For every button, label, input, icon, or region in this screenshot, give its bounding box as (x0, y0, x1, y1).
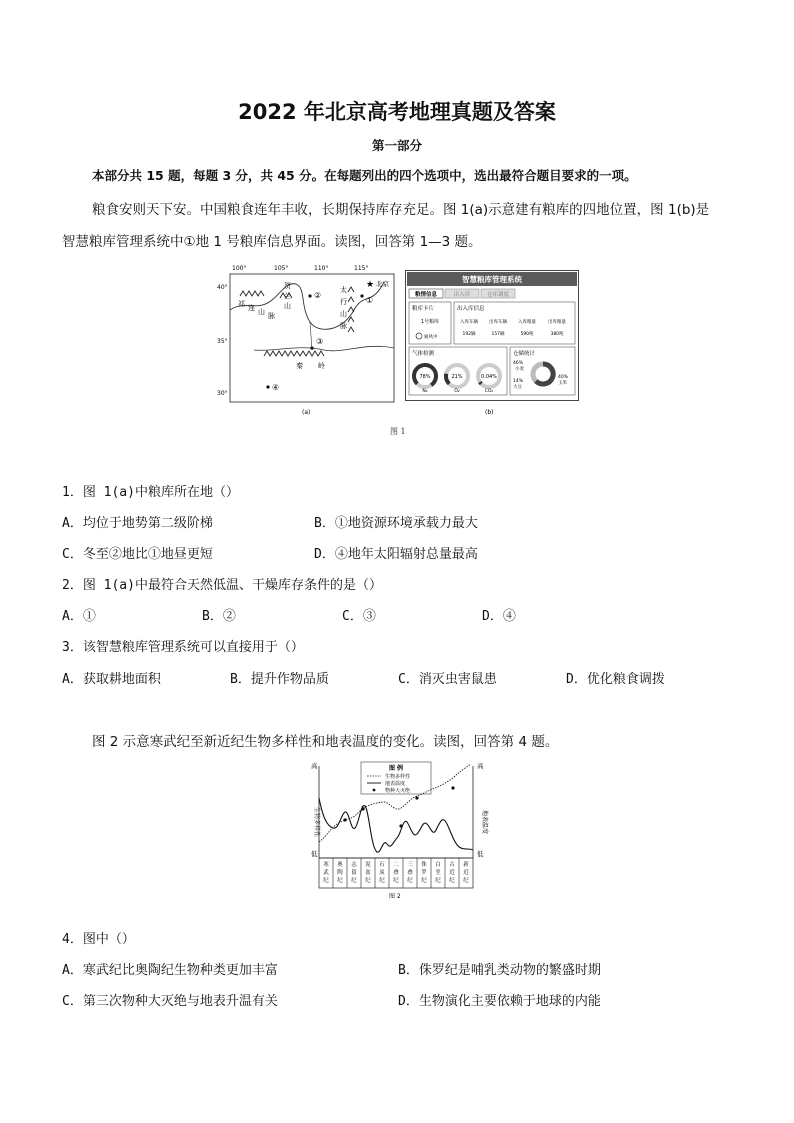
gauge-value: 78% (419, 374, 431, 380)
storage-value: 40% (558, 375, 569, 380)
period-label: 二叠纪 (393, 862, 399, 884)
q1-stem: 1．图 1(a)中粮库所在地（） (62, 485, 239, 500)
q3-stem: 3．该智慧粮库管理系统可以直接用于（） (62, 640, 304, 655)
mountain-range (348, 287, 354, 332)
figure-1b-caption: (b) (485, 409, 494, 416)
q2-option-d: D．④ (482, 609, 516, 624)
lon-label: 115° (354, 265, 369, 272)
q3-option-d: D．优化粮食调拨 (566, 672, 665, 687)
site-marker (360, 294, 363, 297)
gauge-value: 0.04% (481, 374, 497, 380)
beijing-label: 北京 (376, 280, 389, 288)
lon-label: 105° (274, 265, 289, 272)
q3-option-c: C．消灭虫害鼠患 (398, 672, 497, 687)
extinction-dot (361, 807, 364, 810)
period-label: 新近纪 (463, 862, 469, 884)
storage-name: 小麦 (515, 367, 524, 372)
flow-title: 出入库信息 (457, 306, 485, 312)
lon-label: 100° (232, 265, 247, 272)
mountain-range (264, 351, 324, 356)
q1-option-d: D．④地年太阳辐射总量最高 (314, 547, 478, 562)
site-label: ① (366, 296, 374, 305)
lon-label: 110° (314, 265, 329, 272)
q3-option-a: A．获取耕地面积 (62, 672, 161, 687)
period-label: 白垩纪 (435, 862, 441, 884)
storage-value: 46% (513, 361, 524, 366)
range-label: 连 (248, 304, 255, 312)
period-label: 奥陶纪 (337, 862, 343, 884)
ylabel-left: 生物多样性 (313, 806, 320, 838)
period-row (319, 858, 473, 888)
card-name: 1号粮库 (420, 319, 440, 325)
period-label: 古近纪 (449, 862, 455, 884)
document-title: 2022 年北京高考地理真题及答案 (238, 100, 556, 124)
q1-option-b: B．①地资源环境承载力最大 (314, 516, 478, 531)
map-frame (230, 274, 394, 402)
river-line (254, 346, 394, 351)
storage-value: 14% (513, 379, 524, 384)
storage-name: 大豆 (513, 385, 522, 390)
place-label: 脉 (340, 322, 347, 330)
intro-figure-2: 图 2 示意寒武纪至新近纪生物多样性和地表温度的变化。读图，回答第 4 题。 (92, 734, 559, 750)
place-label: 岭 (318, 362, 325, 370)
site-marker (266, 385, 269, 388)
legend-item: 物种大灭绝 (385, 788, 411, 794)
place-label: 山 (340, 310, 347, 318)
extinction-dot (451, 786, 454, 789)
flow-header: 入库车辆 (460, 320, 478, 325)
period-label: 泥盆纪 (365, 862, 371, 884)
flow-value: 192辆 (462, 332, 476, 337)
axis-high-left: 高 (311, 762, 318, 770)
gauge-label: CO₂ (484, 389, 494, 394)
lat-label: 30° (217, 390, 228, 397)
storage-title: 仓储统计 (513, 351, 536, 357)
site-label: ③ (316, 337, 324, 346)
site-marker (308, 294, 311, 297)
extinction-dot (343, 818, 346, 821)
mountain-range (240, 291, 264, 296)
instructions: 本部分共 15 题，每题 3 分，共 45 分。在每题列出的四个选项中，选出最符合题目要求的一项。 (92, 168, 637, 183)
gauge-fill (480, 382, 481, 384)
period-label: 三叠纪 (407, 862, 413, 884)
range-label: 祁 (238, 300, 245, 308)
card-status: 通风中 (424, 335, 438, 340)
intro-line-1: 粮食安则天下安。中国粮食连年丰收，长期保持库存充足。图 1(a)示意建有粮库的四地位置，图 1(b)是 (92, 202, 710, 218)
flow-value: 590吨 (520, 332, 534, 337)
gauge-value: 21% (451, 374, 463, 380)
period-label: 寒武纪 (323, 862, 329, 884)
range-label: 山 (258, 308, 265, 316)
legend-title: 图 例 (388, 765, 404, 772)
extinction-dot (399, 824, 402, 827)
gauge-label: O₂ (454, 389, 460, 394)
place-label: 太 (340, 286, 347, 294)
fan-icon (416, 333, 422, 339)
q2-option-a: A．① (62, 609, 96, 624)
figure-1a-map (214, 262, 396, 418)
figure-1b-panel (405, 270, 579, 418)
intro-line-2: 智慧粮库管理系统中①地 1 号粮库信息界面。读图，回答第 1—3 题。 (62, 234, 482, 250)
lat-label: 40° (217, 284, 228, 291)
gauge-label: N₂ (422, 389, 428, 394)
range-label: 脉 (268, 312, 275, 320)
figure-2-chart (305, 758, 495, 902)
flow-value: 157辆 (491, 332, 505, 337)
site-label: ② (314, 291, 322, 300)
flow-header: 出库车辆 (489, 320, 507, 325)
flow-header: 出库粮量 (548, 320, 566, 325)
q4-option-d: D．生物演化主要依赖于地球的内能 (398, 994, 601, 1009)
q4-option-a: A．寒武纪比奥陶纪生物种类更加丰富 (62, 963, 278, 978)
q2-option-c: C．③ (342, 609, 376, 624)
q1-option-a: A．均位于地势第二级阶梯 (62, 516, 213, 531)
q4-option-b: B．侏罗纪是哺乳类动物的繁盛时期 (398, 963, 601, 978)
flow-header: 入库粮量 (518, 320, 536, 325)
panel-header: 智慧粮库管理系统 (462, 275, 522, 284)
part-heading: 第一部分 (371, 138, 422, 153)
q2-option-b: B．② (202, 609, 236, 624)
axis-high-right: 高 (477, 762, 484, 770)
flow-value: 380吨 (550, 332, 564, 337)
site-label: ④ (272, 383, 280, 392)
axis-low-right: 低 (477, 850, 484, 858)
axis-low-left: 低 (311, 850, 318, 858)
place-label: 兰 (284, 292, 291, 300)
tab-label: 出入库 (453, 292, 471, 298)
q3-option-b: B．提升作物品质 (230, 672, 329, 687)
card-title: 粮库卡片 (412, 306, 435, 312)
period-label: 志留纪 (351, 862, 357, 884)
q4-stem: 4．图中（） (62, 932, 135, 947)
legend-item: 生物多样性 (385, 774, 411, 780)
tab-label: 粮情信息 (414, 292, 438, 298)
tab-label: 仓库调度 (486, 292, 510, 298)
place-label: 行 (340, 298, 347, 306)
gas-title: 气体检测 (412, 351, 435, 357)
legend-item: 地表温度 (385, 781, 406, 787)
q4-option-c: C．第三次物种大灭绝与地表升温有关 (62, 994, 278, 1009)
beijing-star-icon: ★ (366, 280, 375, 290)
period-label: 侏罗纪 (421, 862, 427, 884)
place-label: 山 (284, 302, 291, 310)
lat-label: 35° (217, 338, 228, 345)
figure-1-caption: 图 1 (390, 427, 406, 436)
place-label: 秦 (296, 362, 303, 370)
q2-stem: 2．图 1(a)中最符合天然低温、干燥库存条件的是（） (62, 578, 382, 593)
place-label: 贺 (284, 282, 291, 290)
figure-2-caption: 图 2 (389, 893, 401, 900)
site-marker (310, 346, 313, 349)
extinction-dot (415, 796, 418, 799)
period-label: 石炭纪 (379, 862, 385, 884)
temperature-line (319, 798, 473, 852)
q1-option-c: C．冬至②地比①地昼更短 (62, 547, 213, 562)
ylabel-right: 地表温度 (481, 809, 488, 835)
storage-name: 玉米 (558, 381, 567, 386)
river-line (310, 322, 312, 350)
legend-dot (373, 789, 376, 792)
figure-1a-caption: (a) (302, 409, 311, 416)
